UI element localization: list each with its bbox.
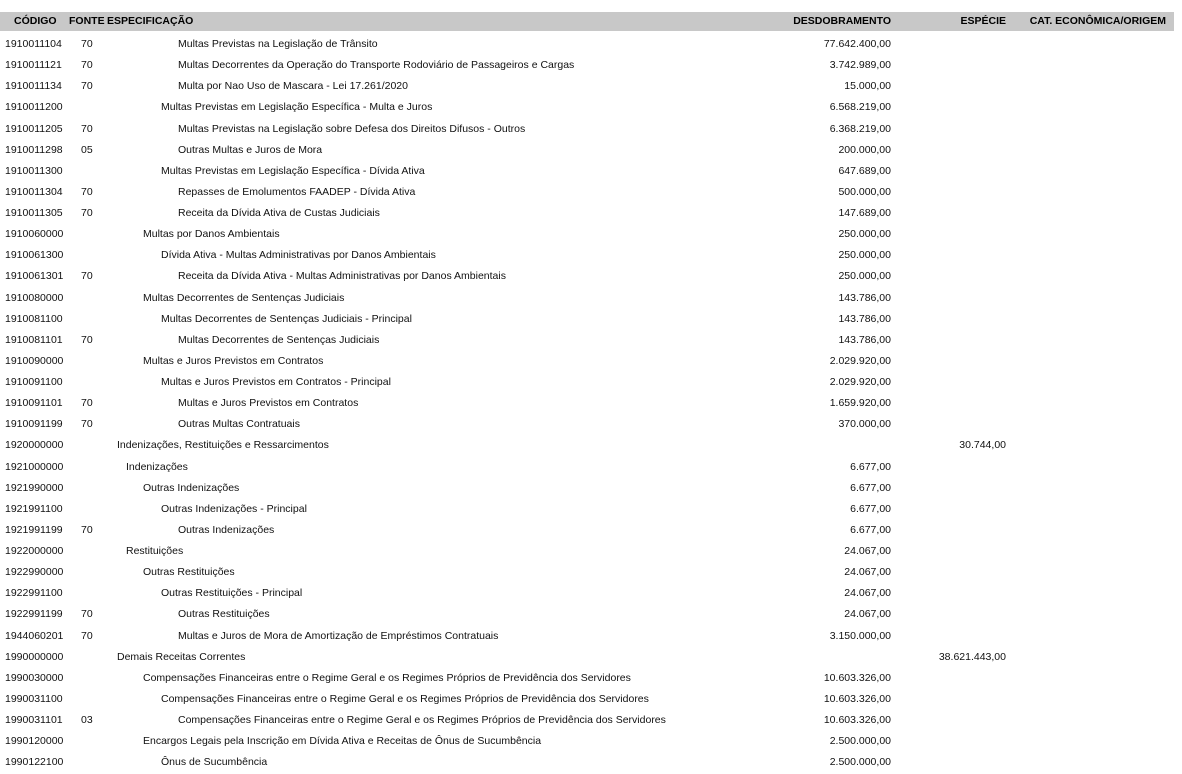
desdobramento-cell: 24.067,00	[844, 608, 891, 621]
header-especificacao: ESPECIFICAÇÃO	[107, 15, 194, 27]
desdobramento-cell: 143.786,00	[838, 291, 891, 304]
desdobramento-cell: 15.000,00	[844, 80, 891, 93]
table-row	[0, 688, 1174, 709]
especificacao-cell: Outras Restituições - Principal	[161, 587, 303, 600]
desdobramento-cell: 2.500.000,00	[829, 756, 891, 769]
fonte-cell: 03	[81, 714, 93, 726]
table-row	[0, 265, 1174, 286]
desdobramento-cell: 250.000,00	[838, 228, 891, 241]
desdobramento-cell: 10.603.326,00	[823, 692, 891, 705]
header-desdobramento: DESDOBRAMENTO	[793, 15, 891, 27]
table-row	[0, 603, 1174, 624]
table-row	[0, 519, 1174, 540]
especificacao-cell: Outras Indenizações	[178, 523, 275, 536]
especificacao-cell: Outras Indenizações - Principal	[161, 502, 307, 515]
especificacao-cell: Repasses de Emolumentos FAADEP - Dívida Ativa	[178, 185, 416, 198]
table-row	[0, 160, 1174, 181]
desdobramento-cell: 24.067,00	[844, 587, 891, 600]
especificacao-cell: Outras Multas Contratuais	[178, 418, 300, 431]
desdobramento-cell: 3.150.000,00	[829, 629, 891, 642]
especificacao-cell: Ônus de Sucumbência	[161, 756, 268, 769]
especificacao-cell: Dívida Ativa - Multas Administrativas por Danos Ambientais	[161, 249, 436, 262]
codigo-cell: 1910060000	[5, 228, 64, 241]
table-row	[0, 371, 1174, 392]
fonte-cell: 70	[81, 523, 93, 536]
codigo-cell: 1910090000	[5, 354, 64, 367]
codigo-cell: 1921991100	[5, 502, 63, 515]
table-row	[0, 625, 1174, 646]
especificacao-cell: Compensações Financeiras entre o Regime Geral e os Regimes Próprios de Previdência dos Servidores	[161, 692, 649, 705]
fonte-cell: 05	[81, 143, 93, 156]
desdobramento-cell: 6.677,00	[850, 523, 891, 536]
especificacao-cell: Multa por Nao Uso de Mascara - Lei 17.261/2020	[178, 80, 408, 93]
fonte-cell: 70	[81, 629, 93, 642]
table-row	[0, 667, 1174, 688]
especie-cell: 30.744,00	[959, 439, 1006, 452]
especificacao-cell: Multas Previstas na Legislação de Trânsito	[178, 38, 378, 50]
desdobramento-cell: 250.000,00	[838, 249, 891, 262]
codigo-cell: 1990031100	[5, 692, 63, 705]
desdobramento-cell: 6.677,00	[850, 481, 891, 494]
table-row	[0, 751, 1174, 772]
especificacao-cell: Multas e Juros Previstos em Contratos	[178, 397, 359, 410]
table-row	[0, 540, 1174, 561]
desdobramento-cell: 370.000,00	[838, 418, 891, 431]
desdobramento-cell: 2.029.920,00	[829, 376, 891, 388]
table-row	[0, 646, 1174, 667]
especificacao-cell: Multas Decorrentes de Sentenças Judiciais	[178, 333, 380, 346]
header-especie: ESPÉCIE	[960, 15, 1006, 27]
codigo-cell: 1990000000	[5, 650, 64, 663]
especificacao-cell: Multas e Juros de Mora de Amortização de Empréstimos Contratuais	[178, 629, 499, 642]
table-row	[0, 709, 1174, 730]
table-row	[0, 244, 1174, 265]
table-row	[0, 477, 1174, 498]
especificacao-cell: Compensações Financeiras entre o Regime Geral e os Regimes Próprios de Previdência dos Servidores	[143, 671, 631, 684]
table-body	[0, 33, 1174, 772]
desdobramento-cell: 1.659.920,00	[829, 397, 891, 410]
table-row	[0, 139, 1174, 160]
especificacao-cell: Receita da Dívida Ativa - Multas Administrativas por Danos Ambientais	[178, 270, 506, 283]
fonte-cell: 70	[81, 185, 93, 198]
codigo-cell: 1920000000	[5, 439, 64, 452]
fonte-cell: 70	[81, 38, 93, 50]
especificacao-cell: Indenizações	[126, 460, 188, 473]
desdobramento-cell: 200.000,00	[838, 143, 891, 156]
table-row	[0, 498, 1174, 519]
especie-cell: 38.621.443,00	[938, 650, 1006, 663]
desdobramento-cell: 3.742.989,00	[829, 59, 891, 72]
table-row	[0, 413, 1174, 434]
header-fonte: FONTE	[69, 15, 105, 27]
desdobramento-cell: 6.568.219,00	[829, 101, 891, 114]
especificacao-cell: Multas Previstas em Legislação Específica - Multa e Juros	[161, 101, 433, 114]
codigo-cell: 1922000000	[5, 545, 64, 557]
desdobramento-cell: 250.000,00	[838, 270, 891, 283]
especificacao-cell: Outras Restituições	[178, 608, 270, 621]
desdobramento-cell: 647.689,00	[838, 164, 891, 177]
codigo-cell: 1910011300	[5, 164, 63, 177]
fonte-cell: 70	[81, 270, 93, 283]
table-row	[0, 582, 1174, 603]
especificacao-cell: Outras Indenizações	[143, 481, 240, 494]
especificacao-cell: Encargos Legais pela Inscrição em Dívida Ativa e Receitas de Ônus de Sucumbência	[143, 735, 542, 748]
especificacao-cell: Indenizações, Restituições e Ressarcimentos	[117, 439, 329, 452]
table-row	[0, 561, 1174, 582]
codigo-cell: 1910080000	[5, 291, 64, 304]
table-row	[0, 730, 1174, 751]
codigo-cell: 1910061300	[5, 249, 64, 262]
especificacao-cell: Multas Previstas na Legislação sobre Defesa dos Direitos Difusos - Outros	[178, 122, 526, 135]
table-header	[0, 12, 1174, 31]
codigo-cell: 1910061301	[5, 270, 64, 283]
codigo-cell: 1921990000	[5, 481, 64, 494]
codigo-cell: 1922991199	[5, 608, 63, 621]
desdobramento-cell: 10.603.326,00	[823, 671, 891, 684]
especificacao-cell: Outras Restituições	[143, 566, 235, 579]
codigo-cell: 1910011298	[5, 143, 63, 156]
desdobramento-cell: 143.786,00	[838, 333, 891, 346]
especificacao-cell: Multas Decorrentes de Sentenças Judiciais - Principal	[161, 312, 412, 325]
codigo-cell: 1910091101	[5, 397, 63, 410]
especificacao-cell: Restituições	[126, 545, 184, 557]
table-row	[0, 434, 1174, 455]
desdobramento-cell: 6.677,00	[850, 502, 891, 515]
especificacao-cell: Demais Receitas Correntes	[117, 650, 246, 663]
codigo-cell: 1990122100	[5, 756, 64, 769]
desdobramento-cell: 10.603.326,00	[823, 714, 891, 726]
codigo-cell: 1910081101	[5, 333, 63, 346]
especificacao-cell: Multas e Juros Previstos em Contratos	[143, 354, 324, 367]
table-row	[0, 287, 1174, 308]
codigo-cell: 1922990000	[5, 566, 64, 579]
table-row	[0, 223, 1174, 244]
desdobramento-cell: 24.067,00	[844, 545, 891, 557]
codigo-cell: 1922991100	[5, 587, 63, 600]
especificacao-cell: Receita da Dívida Ativa de Custas Judiciais	[178, 207, 380, 219]
table-row	[0, 308, 1174, 329]
codigo-cell: 1910011121	[5, 59, 62, 72]
fonte-cell: 70	[81, 608, 93, 621]
especificacao-cell: Multas Decorrentes da Operação do Transporte Rodoviário de Passageiros e Cargas	[178, 59, 575, 72]
table-row	[0, 96, 1174, 117]
desdobramento-cell: 24.067,00	[844, 566, 891, 579]
desdobramento-cell: 2.029.920,00	[829, 354, 891, 367]
especificacao-cell: Multas por Danos Ambientais	[143, 228, 280, 241]
codigo-cell: 1910011305	[5, 207, 63, 219]
especificacao-cell: Compensações Financeiras entre o Regime Geral e os Regimes Próprios de Previdência dos Servidores	[178, 714, 666, 726]
especificacao-cell: Outras Multas e Juros de Mora	[178, 143, 323, 156]
codigo-cell: 1990031101	[5, 714, 63, 726]
codigo-cell: 1990030000	[5, 671, 64, 684]
fonte-cell: 70	[81, 397, 93, 410]
table-row	[0, 54, 1174, 75]
desdobramento-cell: 77.642.400,00	[823, 38, 891, 50]
codigo-cell: 1990120000	[5, 735, 64, 748]
desdobramento-cell: 500.000,00	[838, 185, 891, 198]
desdobramento-cell: 2.500.000,00	[829, 735, 891, 748]
table-row	[0, 33, 1174, 54]
codigo-cell: 1910011104	[5, 38, 62, 50]
codigo-cell: 1910011205	[5, 122, 63, 135]
especificacao-cell: Multas e Juros Previstos em Contratos - Principal	[161, 376, 391, 388]
table-row	[0, 202, 1174, 223]
codigo-cell: 1910091100	[5, 376, 63, 388]
fonte-cell: 70	[81, 80, 93, 93]
table-row	[0, 118, 1174, 139]
header-cat-economica: CAT. ECONÔMICA/ORIGEM	[1029, 15, 1166, 27]
especificacao-cell: Multas Previstas em Legislação Específica - Dívida Ativa	[161, 164, 425, 177]
especificacao-cell: Multas Decorrentes de Sentenças Judiciais	[143, 291, 345, 304]
fonte-cell: 70	[81, 418, 93, 431]
codigo-cell: 1910091199	[5, 418, 63, 431]
codigo-cell: 1921991199	[5, 523, 63, 536]
fonte-cell: 70	[81, 207, 93, 219]
table-row	[0, 456, 1174, 477]
table-row	[0, 329, 1174, 350]
desdobramento-cell: 147.689,00	[838, 207, 891, 219]
codigo-cell: 1910011134	[5, 80, 62, 93]
fonte-cell: 70	[81, 333, 93, 346]
fonte-cell: 70	[81, 122, 93, 135]
table-row	[0, 181, 1174, 202]
table-row	[0, 350, 1174, 371]
codigo-cell: 1944060201	[5, 629, 64, 642]
desdobramento-cell: 143.786,00	[838, 312, 891, 325]
codigo-cell: 1910011200	[5, 101, 63, 114]
fonte-cell: 70	[81, 59, 93, 72]
desdobramento-cell: 6.368.219,00	[829, 122, 891, 135]
desdobramento-cell: 6.677,00	[850, 460, 891, 473]
table-row	[0, 75, 1174, 96]
codigo-cell: 1921000000	[5, 460, 64, 473]
header-codigo: CÓDIGO	[14, 15, 57, 27]
codigo-cell: 1910081100	[5, 312, 63, 325]
codigo-cell: 1910011304	[5, 185, 63, 198]
table-row	[0, 392, 1174, 413]
